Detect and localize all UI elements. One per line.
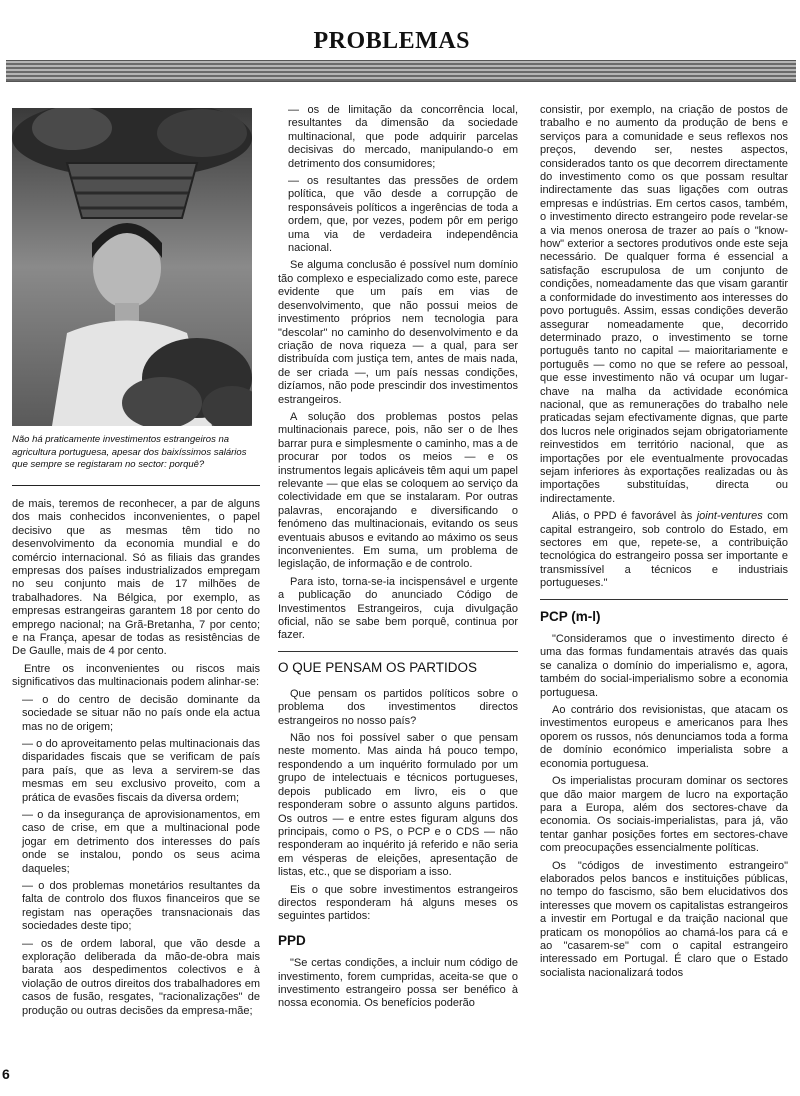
paragraph: Se alguma conclusão é possível num domínio tão complexo e especializado como este, parece evidente que um país em vias de desenvolvimento, que não possui meios de investimento próprios nem tecnologia para "descolar" no caminho do desenvolvimento e da criação de nova riqueza — a qual, para ser distribuída com justiça tem, antes de mais nada, de ser criada —, um país nessas condições, dizíamos, não pode prescindir dos investimentos estrangeiros. <box>278 259 518 406</box>
header-banner <box>6 60 796 82</box>
paragraph: Que pensam os partidos políticos sobre o problema dos investimentos directos estrangeiros no nosso país? <box>278 687 518 727</box>
paragraph: "Consideramos que o investimento directo é uma das formas fundamentais através das quais se canaliza o domínio do imperialismo e, agora, também do social-imperialismo sobre a economia portuguesa. <box>540 633 788 699</box>
paragraph: Os "códigos de investimento estrangeiro" elaborados pelos bancos e instituições públicas, no tempo do fascismo, são bem elucidativos dos interesses que movem os capitalistas estrangeiros a investir em Portugal e da traição nacional que praticam os monopólios ao chamá-los para cá e ao "casarem-se" com o capital estrangeiro interessado em Portugal. É claro que o Estado socialista nacionalizará todos <box>540 859 788 979</box>
section-divider <box>278 651 518 652</box>
photo-illustration <box>12 108 252 426</box>
paragraph: Não nos foi possível saber o que pensam neste momento. Mas ainda há pouco tempo, respondendo a um inquérito formulado por um grupo de intelectuais e técnicos portugueses, depois publicado em livro, eis o que responderam sobre o assunto alguns partidos. Os outros — e entre estes figuram alguns dos principais, como o PS, o PCP e o CDS — não responderam ao inquérito já referido e não seria em vésperas de eleições, apresentação de listas, etc., que se disporiam a isso. <box>278 732 518 879</box>
paragraph: de mais, teremos de reconhecer, a par de alguns dos mais conhecidos inconvenientes, o papel decisivo que as mesmas têm tido no desenvolvimento da economia mundial e do comércio internacional. Só as filiais das grandes empresas dos países industrializados empregam no seu conjunto mais de 17 milhões de trabalhadores. Na Bélgica, por exemplo, as empresas estrangeiras garantem 18 por cento do emprego nacional; na Grã-Bretanha, 7 por cento; e na França, apesar de todas as resistências de De Gaulle, mais de 4 por cento. <box>12 498 260 658</box>
text-run: com capital estrangeiro, sob controlo do Estado, em sectores em que, repete-se, a contribuição tecnológica do estrangeiro possa ser importante e transmissível a técnicos e industriais portugueses." <box>540 510 788 590</box>
section-divider <box>540 599 788 600</box>
section-title: PROBLEMAS <box>313 28 470 54</box>
paragraph: Eis o que sobre investimentos estrangeiros directos responderam há alguns meses os seguintes partidos: <box>278 883 518 923</box>
list-item: — os resultantes das pressões de ordem política, que vão desde a corrupção de responsáveis políticos a ingerências de toda a ordem, que, por vezes, podem pôr em perigo uma via de verdadeira independência nacional. <box>288 175 518 255</box>
paragraph <box>540 510 788 590</box>
list-item: — os de limitação da concorrência local, resultantes da dimensão da sociedade multinacional, que pode adquirir parcelas decisivas do mercado, manipulando-o em detrimento dos consumidores; <box>288 104 518 170</box>
list-item: — o do aproveitamento pelas multinacionais das disparidades fiscais que se verificam de país para país, que as leva a servirem-se das mesmas em seu exclusivo proveito, com a prática de evasões fiscais da diversa ordem; <box>22 737 260 804</box>
photo-caption: Não há praticamente investimentos estrangeiros na agricultura portuguesa, apesar dos baixíssimos salários que sempre se registaram no sector: porquê? <box>12 434 247 470</box>
paragraph: Para isto, torna-se-ia incispensável e urgente a publicação do anunciado Código de Investimentos Estrangeiros, cuja divulgação oficial, não se sabe bem porquê, continua por fazer. <box>278 575 518 642</box>
paragraph: Ao contrário dos revisionistas, que atacam os investimentos europeus e americanos para lhes oporem os russos, nós denunciamos toda a forma de domínio económico imperialista sobre a economia portuguesa. <box>540 704 788 770</box>
list-item: — o dos problemas monetários resultantes da falta de controlo dos fluxos financeiros que se registam nas operações transnacionais das sociedades deste tipo; <box>22 879 260 933</box>
list-item: — o do centro de decisão dominante da sociedade se situar não no país onde ela actua mas no de origem; <box>22 693 260 733</box>
list-item: — o da insegurança de aprovisionamentos, em caso de crise, em que a multinacional pode jogar em detrimento dos interesses do país onde se instalou, pondo os seus acima daqueles; <box>22 808 260 875</box>
paragraph: A solução dos problemas postos pelas multinacionais parece, pois, não ser o de lhes barrar pura e simplesmente o caminho, mas a de procurar por todos os meios — e os instrumentos legais aplicáveis têm aqui um papel relevante — que elas se coloquem ao serviço da colectividade em que se instalaram. Por outras palavras, encorajando e diversificando o fenómeno das multinacionais, evitando os seus eventuais abusos e evitando ao máximo os seus inconvenientes. Em suma, um problema de legislação, de informação e de controlo. <box>278 410 518 571</box>
photo-girl-carrying-grape-basket <box>12 108 252 426</box>
subheading-pcp: PCP (m-l) <box>540 608 601 624</box>
paragraph: consistir, por exemplo, na criação de postos de trabalho e no aumento da produção de bens e serviços para a comunidade e seus reflexos nos preços, devendo ser, nestes aspectos, considerados tanto os que decorrem directamente do investimento como os que possam resultar indirectamente das suas ligações com outras empresas e indústrias. Em certos casos, também, o investimento directo estrangeiro pode revelar-se a via menos onerosa de trazer ao país o "know-how" exterior a sectores produtivos onde este seja necessário. De qualquer forma é essencial a satisfação escrupulosa de um conjunto de condições, nomeadamente das que visam garantir a conformidade do investimento aos interesses do povo português. Assim, essas condições deverão assegurar nomeadamente que, decorrido determinado prazo, o investimento se torne português tanto no capital — maioritariamente e português — como no que se refere ao pessoal, que esse investimento não vá ocupar um lugar-chave na malha da actividade económica nacional, que as remunerações do trabalho nele praticadas sejam efectivamente dignas, que parte dos lucros nele originados sejam obrigatoriamente reinvestidos em território nacional, que as importações por ele eventualmente provocadas sejam inferiores às exportações realizadas ou às importações substituídas, directa ou indirectamente. <box>540 104 788 505</box>
text-run: Aliás, o PPD é favorável às <box>552 510 697 523</box>
paragraph: "Se certas condições, a incluir num código de investimento, forem cumpridas, aceita-se que o investimento estrangeiro possa ser benéfico à nossa economia. Os benefícios poderão <box>278 957 518 1010</box>
caption-divider <box>12 485 260 486</box>
paragraph: Entre os inconvenientes ou riscos mais significativos das multinacionais podem alinhar-se: <box>12 662 260 689</box>
text-column-3 <box>540 104 788 984</box>
page-number: 6 <box>2 1066 10 1082</box>
subheading-parties: O QUE PENSAM OS PARTIDOS <box>278 659 478 675</box>
paragraph: Os imperialistas procuram dominar os sectores que dão maior margem de lucro na exportação para a Europa, além dos sectores-chave da economia. Os sociais-imperialistas, para já, vão tentar ganhar posições fortes em sectores-chave com preocupações essencialmente políticas. <box>540 775 788 855</box>
text-column-1 <box>12 498 260 1022</box>
subheading-ppd: PPD <box>278 932 306 948</box>
list-item: — os de ordem laboral, que vão desde a exploração deliberada da mão-de-obra mais barata aos despedimentos colectivos e à violação de outros direitos dos trabalhadores em casos de fusão, resgates, "racionalizações" de produção ou outras decisões da empresa-mãe; <box>22 937 260 1017</box>
text-column-2 <box>278 104 518 1015</box>
emphasis-text: joint-ventures <box>696 510 763 523</box>
